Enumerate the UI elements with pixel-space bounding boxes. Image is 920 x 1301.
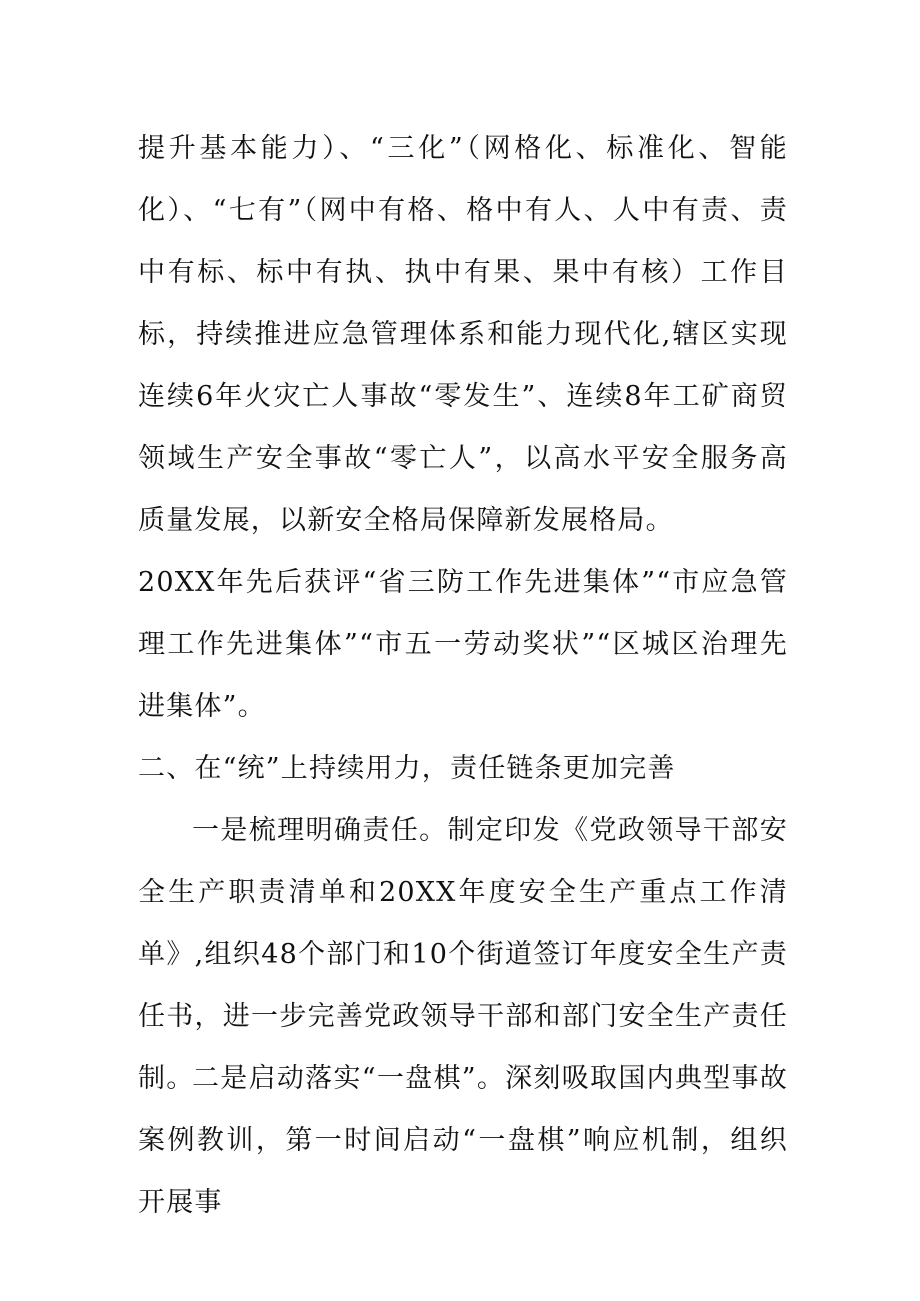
body-paragraph: 一是梳理明确责任。制定印发《党政领导干部安全生产职责清单和20XX年度安全生产重点工作清单》,组织48个部门和10个街道签订年度安全生产责任书，进一步完善党政领导干部和部门安全生产责任制。 bbox=[138, 815, 788, 1094]
awards-paragraph: 20XX年先后获评“省三防工作先进集体”“市应急管理工作先进集体”“市五一劳动奖状”“区城区治理先进集体”。 bbox=[138, 567, 788, 722]
body-paragraph: 提升基本能力）、“三化”（网格化、标准化、智能化）、“七有”（网中有格、格中有人、人中有责、责中有标、标中有执、执中有果、果中有核）工作目标，持续推进应急管理体系和能力现代化,辖区实现连续6年火灾亡人事故“零发生”、连续8年工矿商贸领域生产安全事故“零亡人”，以高水平安全服务高质量发展，以新安全格局保障新发展格局。 bbox=[138, 133, 788, 536]
body-paragraph: 二是启动落实“一盘棋”。深刻吸取国内典型事故案例教训，第一时间启动“一盘棋”响应机制，组织开展事 bbox=[138, 1063, 788, 1218]
section-heading: 二、在“统”上持续用力，责任链条更加完善 bbox=[138, 753, 676, 784]
